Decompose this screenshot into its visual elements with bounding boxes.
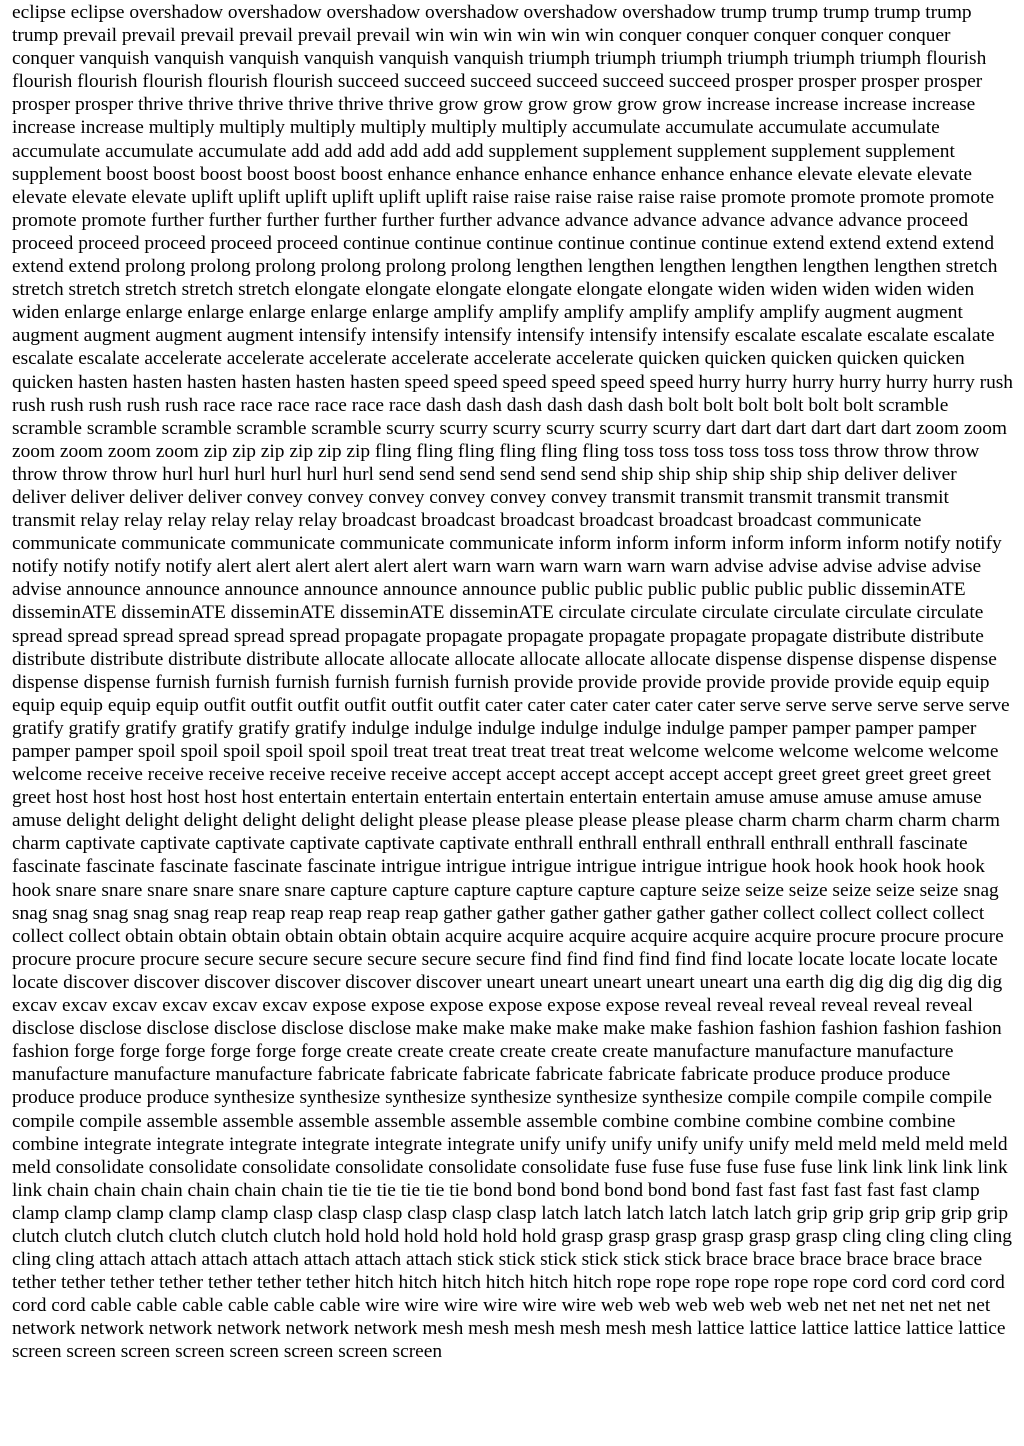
body-text: eclipse eclipse overshadow overshadow overshadow overshadow overshadow overshadow trump trump trump trump trump trump prevail prevail prevail prevail prevail prevail win win win win win win conquer conquer conquer conquer conquer conquer vanquish vanquish vanquish vanquish vanquish vanquish triumph triumph triumph triumph triumph triumph flourish flourish flourish flourish flourish flourish succeed succeed succeed succeed succeed succeed prosper prosper prosper prosper prosper prosper thrive thrive thrive thrive thrive thrive grow grow grow grow grow grow increase increase increase increase increase increase multiply multiply multiply multiply multiply multiply accumulate accumulate accumulate accumulate accumulate accumulate accumulate add add add add add add supplement supplement supplement supplement supplement supplement boost boost boost boost boost boost enhance enhance enhance enhance enhance enhance elevate elevate elevate elevate elevate elevate uplift uplift uplift uplift uplift uplift raise raise raise raise raise raise promote promote promote promote promote promote further further further further further further advance advance advance advance advance advance proceed proceed proceed proceed proceed proceed continue continue continue continue continue continue extend extend extend extend extend extend prolong prolong prolong prolong prolong prolong lengthen lengthen lengthen lengthen lengthen lengthen stretch stretch stretch stretch stretch stretch elongate elongate elongate elongate elongate elongate widen widen widen widen widen widen enlarge enlarge enlarge enlarge enlarge enlarge amplify amplify amplify amplify amplify amplify augment augment augment augment augment augment intensify intensify intensify intensify intensify intensify escalate escalate escalate escalate escalate escalate accelerate accelerate accelerate accelerate accelerate accelerate quicken quicken quicken quicken quicken quicken hasten hasten hasten hasten hasten hasten speed speed speed speed speed speed hurry hurry hurry hurry hurry hurry rush rush rush rush rush rush race race race race race race dash dash dash dash dash dash bolt bolt bolt bolt bolt bolt scramble scramble scramble scramble scramble scramble scurry scurry scurry scurry scurry scurry dart dart dart dart dart dart zoom zoom zoom zoom zoom zoom zip zip zip zip zip zip fling fling fling fling fling fling toss toss toss toss toss toss throw throw throw throw throw throw hurl hurl hurl hurl hurl hurl send send send send send send ship ship ship ship ship ship deliver deliver deliver deliver deliver deliver convey convey convey convey convey convey transmit transmit transmit transmit transmit transmit relay relay relay relay relay relay broadcast broadcast broadcast broadcast broadcast broadcast communicate communicate communicate communicate communicate communicate inform inform inform inform inform inform notify notify notify notify notify notify alert alert alert alert alert alert warn warn warn warn warn warn advise advise advise advise advise advise announce announce announce announce announce announce public public public public public public disseminATE disseminATE disseminATE disseminATE disseminATE disseminATE circulate circulate circulate circulate circulate circulate spread spread spread spread spread spread propagate propagate propagate propagate propagate propagate distribute distribute distribute distribute distribute distribute allocate allocate allocate allocate allocate allocate dispense dispense dispense dispense dispense dispense furnish furnish furnish furnish furnish furnish provide provide provide provide provide provide equip equip equip equip equip equip outfit outfit outfit outfit outfit outfit cater cater cater cater cater cater serve serve serve serve serve serve gratify gratify gratify gratify gratify gratify indulge indulge indulge indulge indulge indulge pamper pamper pamper pamper pamper pamper spoil spoil spoil spoil spoil spoil treat treat treat treat treat treat welcome welcome welcome welcome welcome welcome receive receive receive receive receive receive accept accept accept accept accept accept greet greet greet greet greet greet host host host host host host entertain entertain entertain entertain entertain entertain amuse amuse amuse amuse amuse amuse delight delight delight delight delight delight please please please please please please charm charm charm charm charm charm captivate captivate captivate captivate captivate captivate enthrall enthrall enthrall enthrall enthrall enthrall fascinate fascinate fascinate fascinate fascinate fascinate intrigue intrigue intrigue intrigue intrigue intrigue hook hook hook hook hook hook snare snare snare snare snare snare capture capture capture capture capture capture seize seize seize seize seize seize snag snag snag snag snag snag reap reap reap reap reap reap gather gather gather gather gather gather collect collect collect collect collect collect obtain obtain obtain obtain obtain obtain acquire acquire acquire acquire acquire acquire procure procure procure procure procure procure secure secure secure secure secure secure find find find find find find locate locate locate locate locate locate discover discover discover discover discover discover uneart uneart uneart uneart uneart una earth dig dig dig dig dig dig excav excav excav excav excav excav expose expose expose expose expose expose reveal reveal reveal reveal reveal reveal disclose disclose disclose disclose disclose disclose make make make make make make fashion fashion fashion fashion fashion fashion forge forge forge forge forge forge create create create create create create manufacture manufacture manufacture manufacture manufacture manufacture fabricate fabricate fabricate fabricate fabricate fabricate produce produce produce produce produce produce synthesize synthesize synthesize synthesize synthesize synthesize compile compile compile compile compile compile assemble assemble assemble assemble assemble assemble combine combine combine combine combine combine integrate integrate integrate integrate integrate integrate unify unify unify unify unify unify meld meld meld meld meld meld consolidate consolidate consolidate consolidate consolidate consolidate fuse fuse fuse fuse fuse fuse link link link link link link chain chain chain chain chain chain tie tie tie tie tie tie bond bond bond bond bond bond fast fast fast fast fast fast clamp clamp clamp clamp clamp clamp clasp clasp clasp clasp clasp clasp latch latch latch latch latch latch grip grip grip grip grip grip clutch clutch clutch clutch clutch clutch hold hold hold hold hold hold grasp grasp grasp grasp grasp grasp cling cling cling cling cling cling attach attach attach attach attach attach attach stick stick stick stick stick stick brace brace brace brace brace brace tether tether tether tether tether tether tether hitch hitch hitch hitch hitch hitch rope rope rope rope rope rope cord cord cord cord cord cord cable cable cable cable cable cable wire wire wire wire wire wire web web web web web web net net net net net net network network network network network network mesh mesh mesh mesh mesh mesh lattice lattice lattice lattice lattice lattice screen screen screen screen screen screen screen screen — [12, 2, 1014, 1363]
